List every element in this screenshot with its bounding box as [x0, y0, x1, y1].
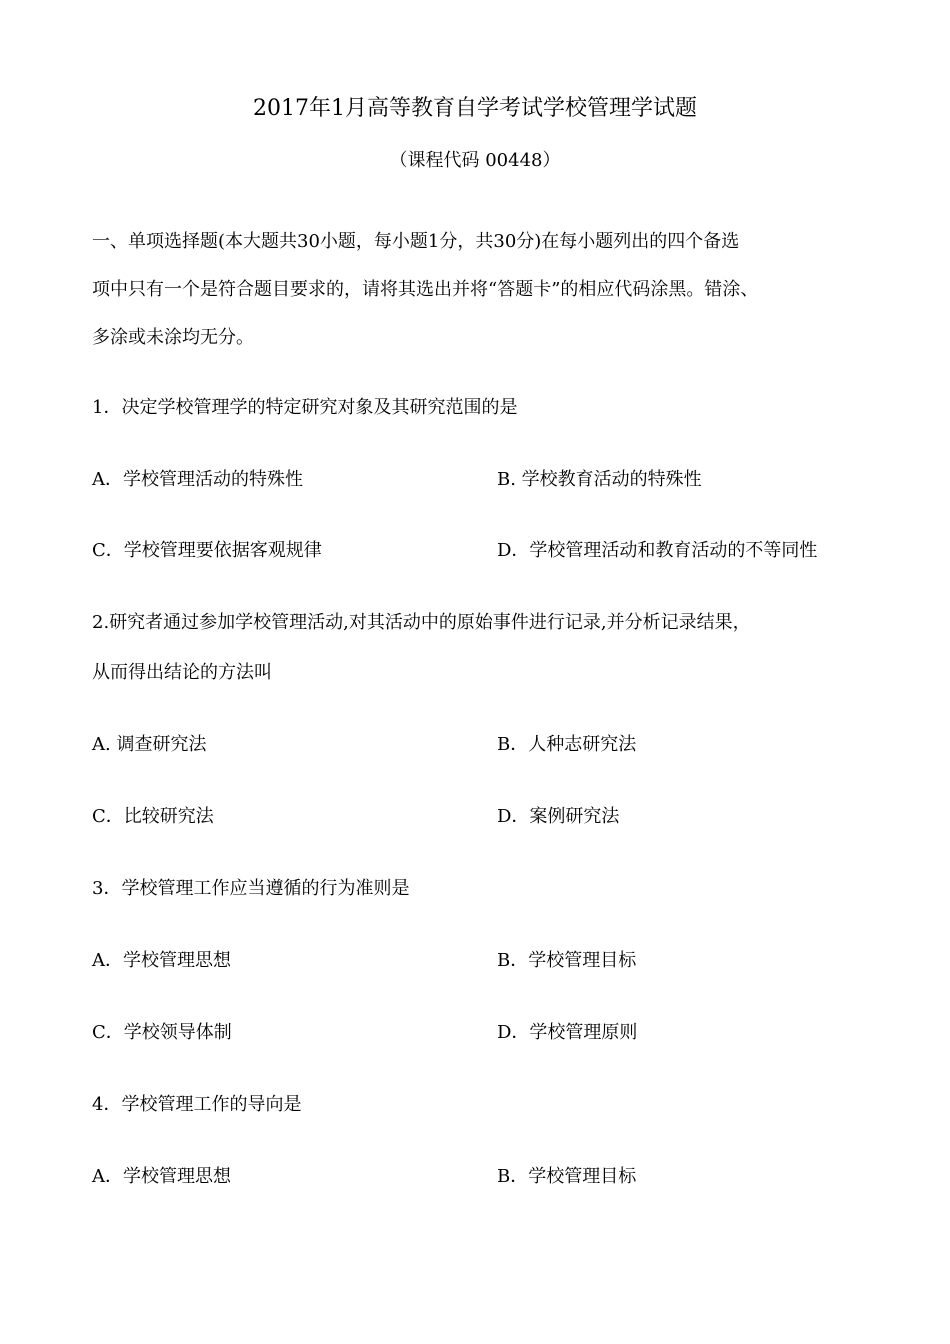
- question-4-option-b: B．学校管理目标: [497, 1166, 637, 1187]
- question-3-option-b: B．学校管理目标: [497, 950, 637, 971]
- question-4-stem: 4．学校管理工作的导向是: [92, 1094, 302, 1115]
- question-3-stem: 3．学校管理工作应当遵循的行为准则是: [92, 878, 410, 899]
- question-2-option-b: B．人种志研究法: [497, 734, 637, 755]
- question-1-option-d: D．学校管理活动和教育活动的不等同性: [497, 540, 818, 561]
- question-3-option-d: D．学校管理原则: [497, 1022, 638, 1043]
- question-3-option-c: C．学校领导体制: [92, 1022, 232, 1043]
- question-1-option-b: B. 学校教育活动的特殊性: [497, 469, 702, 490]
- question-2-option-c: C．比较研究法: [92, 806, 214, 827]
- course-code: （课程代码 00448）: [389, 150, 561, 171]
- question-1-option-c: C．学校管理要依据客观规律: [92, 540, 322, 561]
- instructions-line-3: 多涂或未涂均无分。: [92, 327, 254, 348]
- question-1-stem: 1．决定学校管理学的特定研究对象及其研究范围的是: [92, 397, 518, 418]
- question-1-option-a: A．学校管理活动的特殊性: [92, 469, 303, 490]
- question-3-option-a: A．学校管理思想: [92, 950, 231, 971]
- instructions-line-2: 项中只有一个是符合题目要求的，请将其选出并将“答题卡”的相应代码涂黑。错涂、: [92, 279, 759, 300]
- question-4-option-a: A．学校管理思想: [92, 1166, 231, 1187]
- question-2-stem-line-1: 2.研究者通过参加学校管理活动,对其活动中的原始事件进行记录,并分析记录结果，: [92, 612, 751, 633]
- question-2-option-a: A. 调查研究法: [92, 734, 207, 755]
- instructions-line-1: 一、单项选择题(本大题共30小题，每小题1分，共30分)在每小题列出的四个备选: [92, 231, 740, 252]
- question-2-option-d: D．案例研究法: [497, 806, 620, 827]
- question-2-stem-line-2: 从而得出结论的方法叫: [92, 662, 272, 683]
- exam-title: 2017年1月高等教育自学考试学校管理学试题: [253, 96, 697, 121]
- section-instructions: [92, 218, 872, 362]
